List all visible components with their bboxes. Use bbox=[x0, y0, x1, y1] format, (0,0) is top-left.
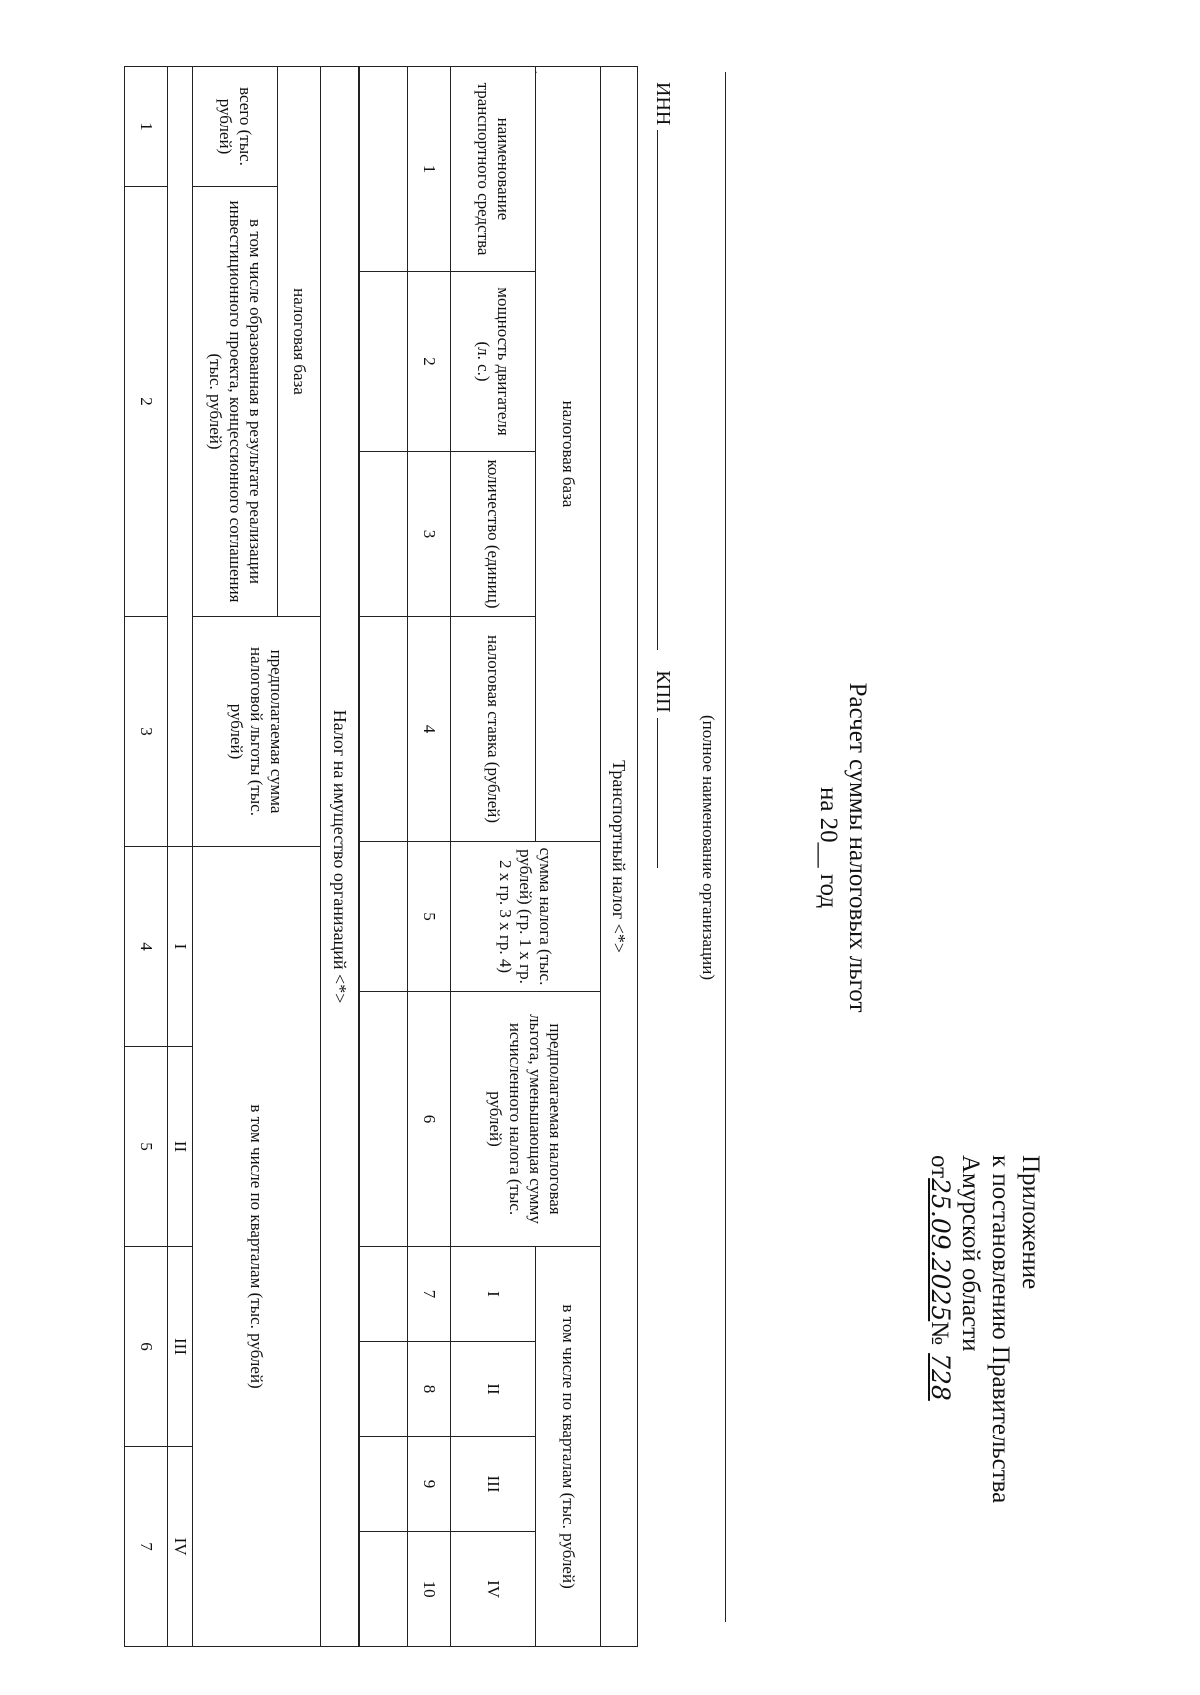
property-section-row bbox=[321, 67, 360, 1647]
empty-cell[interactable] bbox=[359, 272, 408, 452]
inn-kpp-row bbox=[651, 82, 674, 868]
empty-cell[interactable] bbox=[359, 1247, 408, 1342]
transport-column-numbers-row bbox=[408, 67, 451, 1647]
engine-power-header: мощность двигателя (л. с.) bbox=[451, 272, 536, 452]
date-prefix: от bbox=[926, 1155, 953, 1179]
property-quarters-header-cell bbox=[193, 847, 321, 1647]
transport-header-row-1 bbox=[536, 67, 601, 1647]
approval-line-2: к постановлению Правительства bbox=[987, 1155, 1014, 1504]
quarter-header: IV bbox=[168, 1447, 193, 1647]
tax-amount-header: сумма налога (тыс. рублей) (гр. 1 x гр. 2 x гр. 3 x гр. 4) bbox=[451, 842, 601, 992]
quarter-header: I bbox=[168, 847, 193, 1047]
column-number: 5 bbox=[408, 842, 451, 992]
column-number: 3 bbox=[125, 617, 168, 847]
empty-cell[interactable] bbox=[359, 1532, 408, 1647]
quarter-header: III bbox=[451, 1437, 536, 1532]
tax-rate-header: налоговая ставка (рублей) bbox=[451, 617, 536, 842]
inn-field bbox=[657, 130, 658, 650]
inn-label: ИНН bbox=[652, 82, 674, 126]
transport-tax-table bbox=[358, 66, 638, 1647]
column-number: 4 bbox=[125, 847, 168, 1047]
column-number: 9 bbox=[408, 1437, 451, 1532]
property-quarters-row bbox=[168, 67, 193, 1647]
quarter-header: I bbox=[451, 1247, 536, 1342]
title-line-1: Расчет суммы налоговых льгот bbox=[844, 682, 871, 1013]
column-number: 7 bbox=[408, 1247, 451, 1342]
benefit-header: предполагаемая налоговая льгота, уменьшающая сумму исчисленного налога (тыс. рублей) bbox=[451, 992, 601, 1247]
property-quarters-header: в том числе по кварталам (тыс. рублей) bbox=[247, 1104, 267, 1389]
column-number: 6 bbox=[408, 992, 451, 1247]
empty-cell[interactable] bbox=[359, 842, 408, 992]
kpp-field bbox=[657, 718, 658, 868]
column-number: 7 bbox=[125, 1447, 168, 1647]
approval-date-line bbox=[924, 1155, 955, 1635]
empty-cell[interactable] bbox=[359, 1437, 408, 1532]
document-title bbox=[814, 0, 872, 1695]
investment-header: в том числе образованная в результате реализации инвестиционного проекта, концессионного соглашения (тыс. рублей) bbox=[193, 187, 278, 617]
approval-line-1: Приложение bbox=[1017, 1155, 1044, 1290]
empty-cell[interactable] bbox=[359, 452, 408, 617]
handwritten-number: 728 bbox=[926, 1353, 955, 1401]
number-prefix: № bbox=[926, 1321, 953, 1346]
property-tax-table bbox=[124, 66, 360, 1647]
organization-name-line bbox=[725, 72, 726, 1622]
quarter-header: III bbox=[168, 1247, 193, 1447]
transport-section-title: Транспортный налог <*> bbox=[601, 67, 638, 1647]
quarter-header: II bbox=[168, 1047, 193, 1247]
transport-tax-base-header: налоговая база bbox=[536, 67, 601, 842]
organization-caption: (полное наименование организации) bbox=[699, 714, 718, 981]
quarter-header: II bbox=[451, 1342, 536, 1437]
property-section-title: Налог на имущество организаций <*> bbox=[321, 67, 360, 1647]
scan-speck: · bbox=[527, 70, 542, 75]
column-number: 1 bbox=[408, 67, 451, 272]
total-header: всего (тыс. рублей) bbox=[193, 67, 278, 187]
vehicle-name-header: наименование транспортного средства bbox=[451, 67, 536, 272]
property-benefit-header: предполагаемая сумма налоговой льготы (тыс. рублей) bbox=[193, 617, 321, 847]
column-number: 2 bbox=[125, 187, 168, 617]
column-number: 5 bbox=[125, 1047, 168, 1247]
empty-cell[interactable] bbox=[359, 67, 408, 272]
transport-section-row bbox=[601, 67, 638, 1647]
column-number: 8 bbox=[408, 1342, 451, 1437]
approval-block bbox=[924, 1155, 1045, 1635]
column-number: 1 bbox=[125, 67, 168, 187]
column-number: 4 bbox=[408, 617, 451, 842]
empty-cell[interactable] bbox=[359, 992, 408, 1247]
approval-line-3: Амурской области bbox=[957, 1155, 984, 1352]
spacer-cell bbox=[168, 67, 193, 847]
column-number: 6 bbox=[125, 1247, 168, 1447]
column-number: 2 bbox=[408, 272, 451, 452]
transport-quarters-header: в том числе по кварталам (тыс. рублей) bbox=[536, 1247, 601, 1647]
property-tax-base-header: налоговая база bbox=[278, 67, 321, 617]
property-column-numbers-row bbox=[125, 67, 168, 1647]
handwritten-date: 25.09.2025 bbox=[926, 1178, 955, 1322]
quantity-header: количество (единиц) bbox=[451, 452, 536, 617]
title-line-2: на 20__ год bbox=[815, 786, 842, 909]
transport-empty-row bbox=[359, 67, 408, 1647]
column-number: 10 bbox=[408, 1532, 451, 1647]
property-quarters-wrap bbox=[247, 851, 267, 1642]
empty-cell[interactable] bbox=[359, 617, 408, 842]
empty-cell[interactable] bbox=[359, 1342, 408, 1437]
property-header-row-1 bbox=[278, 67, 321, 1647]
quarter-header: IV bbox=[451, 1532, 536, 1647]
column-number: 3 bbox=[408, 452, 451, 617]
kpp-label: КПП bbox=[652, 670, 674, 713]
